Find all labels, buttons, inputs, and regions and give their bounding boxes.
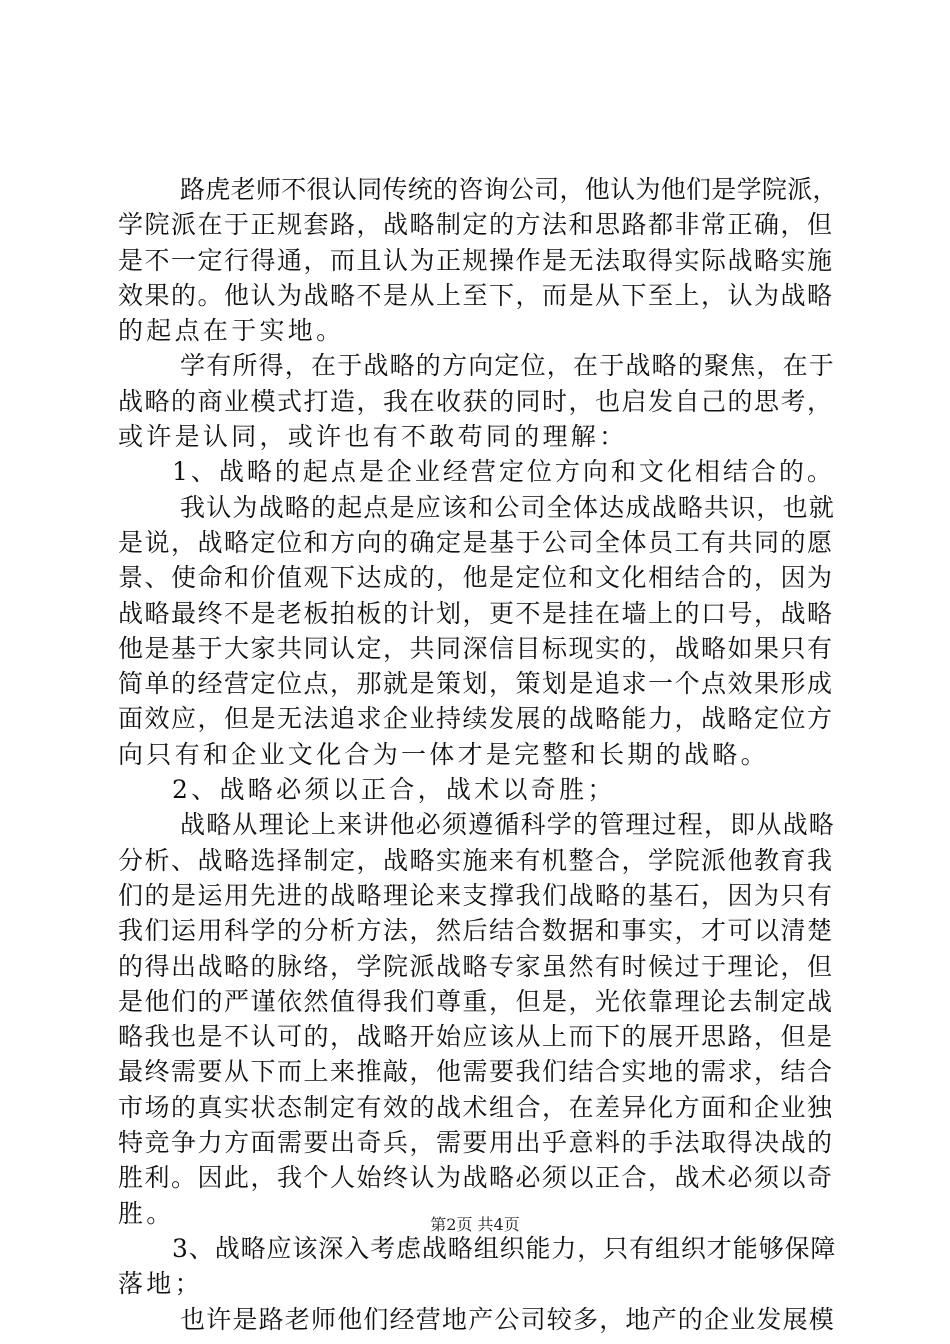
text-line: 分析、战略选择制定，战略实施来有机整合，学院派他教育我 [118, 845, 834, 875]
text-line: 市场的真实状态制定有效的战术组合，在差异化方面和企业独 [118, 1092, 834, 1122]
text-line: 的得出战略的脉络，学院派战略专家虽然有时候过于理论，但 [118, 951, 834, 981]
text-line: 我们运用科学的分析方法，然后结合数据和事实，才可以清楚 [118, 916, 834, 946]
page-number: 第2页 共4页 [430, 1215, 520, 1234]
section-heading: 2、战略必须以正合，战术以奇胜； [172, 775, 616, 805]
text-line: 面效应，但是无法追求企业持续发展的战略能力，战略定位方 [118, 704, 834, 734]
text-line: 也许是路老师他们经营地产公司较多，地产的企业发展模 [180, 1304, 836, 1334]
text-line: 我认为战略的起点是应该和公司全体达成战略共识，也就 [180, 492, 836, 522]
text-line: 的起点在于实地。 [118, 316, 345, 346]
text-line: 战略最终不是老板拍板的计划，更不是挂在墙上的口号，战略 [118, 598, 834, 628]
text-line: 效果的。他认为战略不是从上至下，而是从下至上，认为战略 [118, 280, 834, 310]
text-line: 略我也是不认可的，战略开始应该从上而下的展开思路，但是 [118, 1022, 834, 1052]
text-line: 特竞争力方面需要出奇兵，需要用出乎意料的手法取得决战的 [118, 1128, 834, 1158]
text-line: 简单的经营定位点，那就是策划，策划是追求一个点效果形成 [118, 669, 834, 699]
text-line: 学有所得，在于战略的方向定位，在于战略的聚焦，在于 [180, 351, 836, 381]
text-line: 胜。 [118, 1198, 175, 1228]
text-line: 学院派在于正规套路，战略制定的方法和思路都非常正确，但 [118, 210, 834, 240]
text-line: 战略的商业模式打造，我在收获的同时，也启发自己的思考， [118, 386, 834, 416]
text-line: 或许是认同，或许也有不敢苟同的理解： [118, 422, 628, 452]
section-heading: 3、战略应该深入考虑战略组织能力，只有组织才能够保障 [172, 1233, 837, 1263]
page-footer [0, 1214, 950, 1236]
text-line: 们的是运用先进的战略理论来支撑我们战略的基石，因为只有 [118, 880, 834, 910]
section-heading: 1、战略的起点是企业经营定位方向和文化相结合的。 [172, 457, 835, 487]
text-line: 路虎老师不很认同传统的咨询公司，他认为他们是学院派， [180, 175, 838, 204]
text-line: 战略从理论上来讲他必须遵循科学的管理过程，即从战略 [180, 810, 836, 840]
document-body [118, 172, 838, 1337]
text-line: 向只有和企业文化合为一体才是完整和长期的战略。 [118, 739, 769, 769]
text-line: 他是基于大家共同认定，共同深信目标现实的，战略如果只有 [118, 633, 834, 663]
text-line: 落地； [118, 1269, 203, 1299]
text-line: 是说，战略定位和方向的确定是基于公司全体员工有共同的愿 [118, 527, 834, 557]
text-line: 胜利。因此，我个人始终认为战略必须以正合，战术必须以奇 [118, 1163, 834, 1193]
text-line: 是他们的严谨依然值得我们尊重，但是，光依靠理论去制定战 [118, 986, 834, 1016]
text-line: 景、使命和价值观下达成的，他是定位和文化相结合的，因为 [118, 563, 834, 593]
text-line: 是不一定行得通，而且认为正规操作是无法取得实际战略实施 [118, 245, 834, 275]
text-line: 最终需要从下而上来推敲，他需要我们结合实地的需求，结合 [118, 1057, 834, 1087]
